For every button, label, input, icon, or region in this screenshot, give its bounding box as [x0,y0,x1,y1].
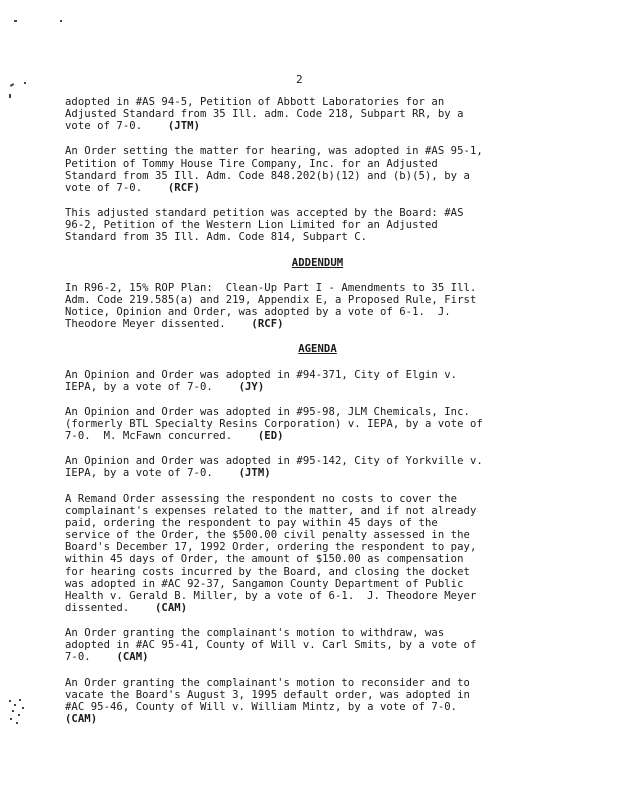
paragraph [65,677,570,726]
scan-speck [22,707,24,709]
author-initials: (RCF) [251,318,284,331]
scan-speck [18,714,20,716]
scan-speck [14,20,17,22]
author-initials: (ED) [257,430,284,443]
scan-speck [10,718,12,720]
text-line: Petition of Tommy House Tire Company, Inc. for an Adjusted [65,157,438,170]
page-number: 2 [296,73,303,86]
text-line: adopted in #AS 94-5, Petition of Abbott Laboratories for an [65,96,445,108]
text-line: Theodore Meyer dissented. [65,318,252,331]
text-line: dissented. [65,602,155,614]
text-line: An Order granting the complainant's motion to withdraw, was [65,627,445,640]
scan-speck [60,20,62,22]
text-line: An Opinion and Order was adopted in #95-98, JLM Chemicals, Inc. [65,405,470,418]
text-line: complainant's expenses related to the matter, and if not already [65,504,477,517]
text-line: Health v. Gerald B. Miller, by a vote of 6-1. J. Theodore Meyer [65,589,477,602]
author-initials: (JTM) [167,120,200,133]
paragraph [65,627,570,663]
text-line: for hearing costs incurred by the Board, and closing the docket [65,565,470,578]
author-initials: (RCF) [167,181,200,194]
text-line: adopted in #AC 95-41, County of Will v. Carl Smits, by a vote of [65,639,477,652]
paragraph [65,369,570,393]
text-line: (formerly BTL Specialty Resins Corporation) v. IEPA, by a vote of [65,417,483,430]
paragraph [65,455,570,479]
text-line: vacate the Board's August 3, 1995 default order, was adopted in [65,688,470,701]
text-line: Board's December 17, 1992 Order, ordering the respondent to pay, [65,541,477,554]
paragraph [65,145,570,194]
scan-speck [12,710,14,712]
paragraph [65,406,570,442]
scan-speck [9,700,11,702]
paragraph [65,96,570,132]
text-line: An Opinion and Order was adopted in #94-371, City of Elgin v. [65,368,458,381]
text-line: A Remand Order assessing the respondent no costs to cover the [65,492,458,505]
agenda-heading: AGENDA [298,343,337,356]
text-line: Notice, Opinion and Order, was adopted by a vote of 6-1. J. [65,306,451,319]
text-line: 7-0. M. McFawn concurred. [65,430,258,443]
text-line: Adm. Code 219.585(a) and 219, Appendix E, a Proposed Rule, First [65,293,477,306]
text-line: was adopted in #AC 92-37, Sangamon County Department of Public [65,577,464,590]
scan-speck [16,722,18,724]
text-line: An Opinion and Order was adopted in #95-142, City of Yorkville v. [65,455,483,468]
text-line: An Order setting the matter for hearing, was adopted in #AS 95-1, [65,145,483,158]
text-line: paid, ordering the respondent to pay within 45 days of the [65,516,438,529]
document-body [65,96,570,725]
addendum-heading: ADDENDUM [291,256,344,269]
text-line: 7-0. [65,651,117,664]
paragraph [65,282,570,331]
text-line: #AC 95-46, County of Will v. William Mintz, by a vote of 7-0. [65,700,458,713]
text-line: IEPA, by a vote of 7-0. [65,467,239,480]
text-line: This adjusted standard petition was accepted by the Board: #AS [65,207,464,220]
scan-speck [19,699,21,701]
author-initials: (CAM) [155,602,188,614]
text-line: IEPA, by a vote of 7-0. [65,380,239,393]
scan-speck [9,94,11,98]
text-line: In R96-2, 15% ROP Plan: Clean-Up Part I - Amendments to 35 Ill. [65,281,477,294]
author-initials: (JTM) [238,467,271,480]
text-line: vote of 7-0. [65,120,168,133]
text-line: Standard from 35 Ill. Adm. Code 814, Subpart C. [65,231,368,244]
text-line: An Order granting the complainant's motion to reconsider and to [65,676,470,689]
author-initials: (JY) [238,380,265,393]
author-initials: (CAM) [65,713,98,726]
text-line: 96-2, Petition of the Western Lion Limited for an Adjusted [65,219,438,232]
text-line: within 45 days of Order, the amount of $150.00 as compensation [65,553,464,566]
paragraph [65,207,570,243]
scan-speck [14,704,16,706]
text-line: service of the Order, the $500.00 civil penalty assessed in the [65,529,470,542]
author-initials: (CAM) [116,651,149,664]
text-line: Standard from 35 Ill. Adm. Code 848.202(b)(12) and (b)(5), by a [65,169,470,182]
text-line: vote of 7-0. [65,181,168,194]
scan-speck [10,83,14,87]
text-line: Adjusted Standard from 35 Ill. adm. Code 218, Subpart RR, by a [65,108,464,121]
scan-speck [24,82,26,84]
paragraph [65,493,570,615]
